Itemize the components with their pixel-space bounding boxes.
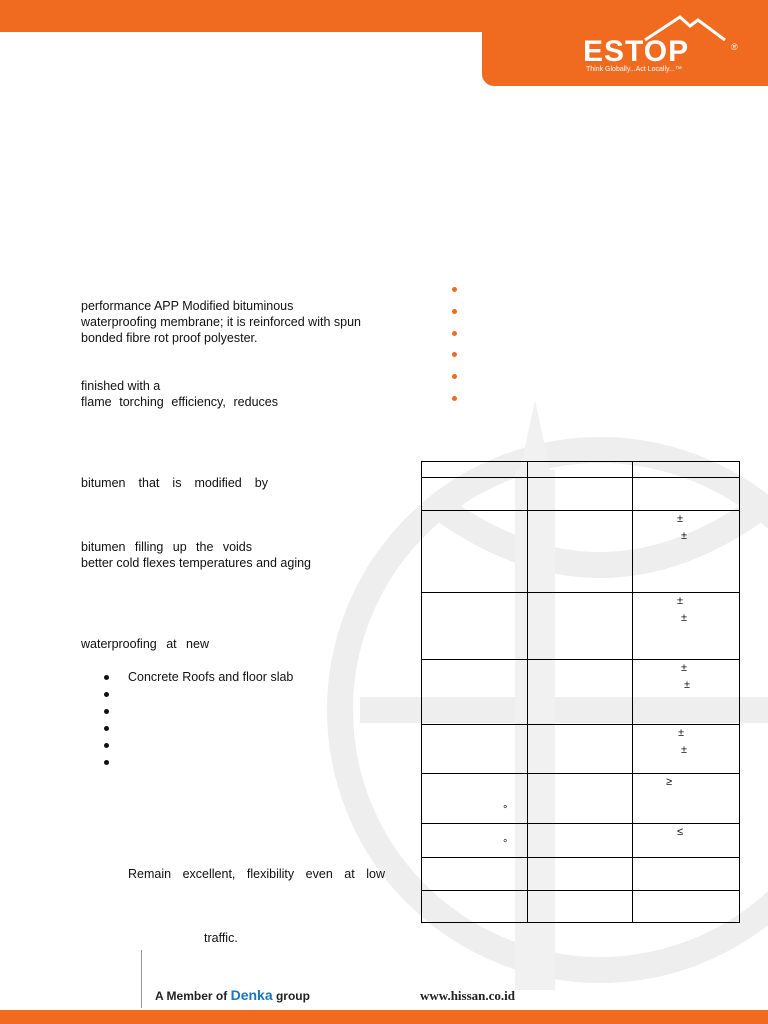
bullet-icon	[104, 675, 109, 680]
table-row	[422, 511, 740, 593]
table-row	[422, 660, 740, 725]
orange-bullet-icon	[452, 374, 457, 379]
paragraph-line: bitumen that is modified by	[81, 476, 268, 490]
bullet-icon	[104, 760, 109, 765]
plus-minus-symbol: ±	[681, 612, 688, 624]
degree-symbol: °	[503, 838, 508, 850]
table-row	[422, 824, 740, 858]
orange-bullet-icon	[452, 309, 457, 314]
table-row	[422, 725, 740, 774]
degree-symbol: °	[503, 804, 508, 816]
paragraph-line: performance APP Modified bituminous	[81, 299, 294, 313]
bullet-icon	[104, 709, 109, 714]
table-row	[422, 593, 740, 660]
plus-minus-symbol: ±	[681, 744, 688, 756]
paragraph-line: bitumen filling up the voids	[81, 540, 252, 554]
orange-bullet-icon	[452, 396, 457, 401]
plus-minus-symbol: ±	[678, 727, 685, 739]
plus-minus-symbol: ±	[681, 530, 688, 542]
denka-brand: Denka	[230, 987, 273, 1003]
paragraph-line: finished with a	[81, 379, 161, 393]
paragraph-line: waterproofing membrane; it is reinforced with spun	[81, 315, 361, 329]
plus-minus-symbol: ±	[684, 679, 691, 691]
orange-bullet-icon	[452, 331, 457, 336]
bullet-icon	[104, 743, 109, 748]
brand-logo: ESTOP	[583, 35, 690, 68]
bullet-icon	[104, 726, 109, 731]
member-suffix: group	[275, 989, 310, 1003]
paragraph-line: waterproofing at new	[81, 637, 209, 651]
less-equal-symbol: ≤	[677, 826, 684, 838]
bullet-icon	[104, 692, 109, 697]
paragraph-line: Remain excellent, flexibility even at low	[128, 867, 385, 881]
paragraph-line: better cold flexes temperatures and aging	[81, 556, 311, 570]
plus-minus-symbol: ±	[677, 513, 684, 525]
orange-bullet-icon	[452, 287, 457, 292]
plus-minus-symbol: ±	[681, 662, 688, 674]
table-row	[422, 774, 740, 824]
registered-mark: ®	[731, 42, 738, 52]
orange-bullet-icon	[452, 352, 457, 357]
member-prefix: A Member of	[155, 989, 228, 1003]
footer-bar	[0, 1010, 768, 1024]
greater-equal-symbol: ≥	[666, 776, 673, 788]
list-item: Concrete Roofs and floor slab	[128, 670, 294, 684]
member-statement	[155, 987, 310, 1003]
paragraph-line: flame torching efficiency, reduces	[81, 395, 278, 409]
plus-minus-symbol: ±	[677, 595, 684, 607]
footer-divider	[141, 950, 142, 1008]
table-row	[422, 478, 740, 511]
brand-tagline: Think Globally...Act Locally...™	[586, 66, 682, 73]
table-row	[422, 891, 740, 923]
table-row	[422, 462, 740, 478]
paragraph-line: bonded fibre rot proof polyester.	[81, 331, 258, 345]
paragraph-line: traffic.	[204, 931, 238, 945]
spec-table	[421, 461, 740, 923]
website-link[interactable]: www.hissan.co.id	[420, 988, 515, 1003]
table-row	[422, 858, 740, 891]
